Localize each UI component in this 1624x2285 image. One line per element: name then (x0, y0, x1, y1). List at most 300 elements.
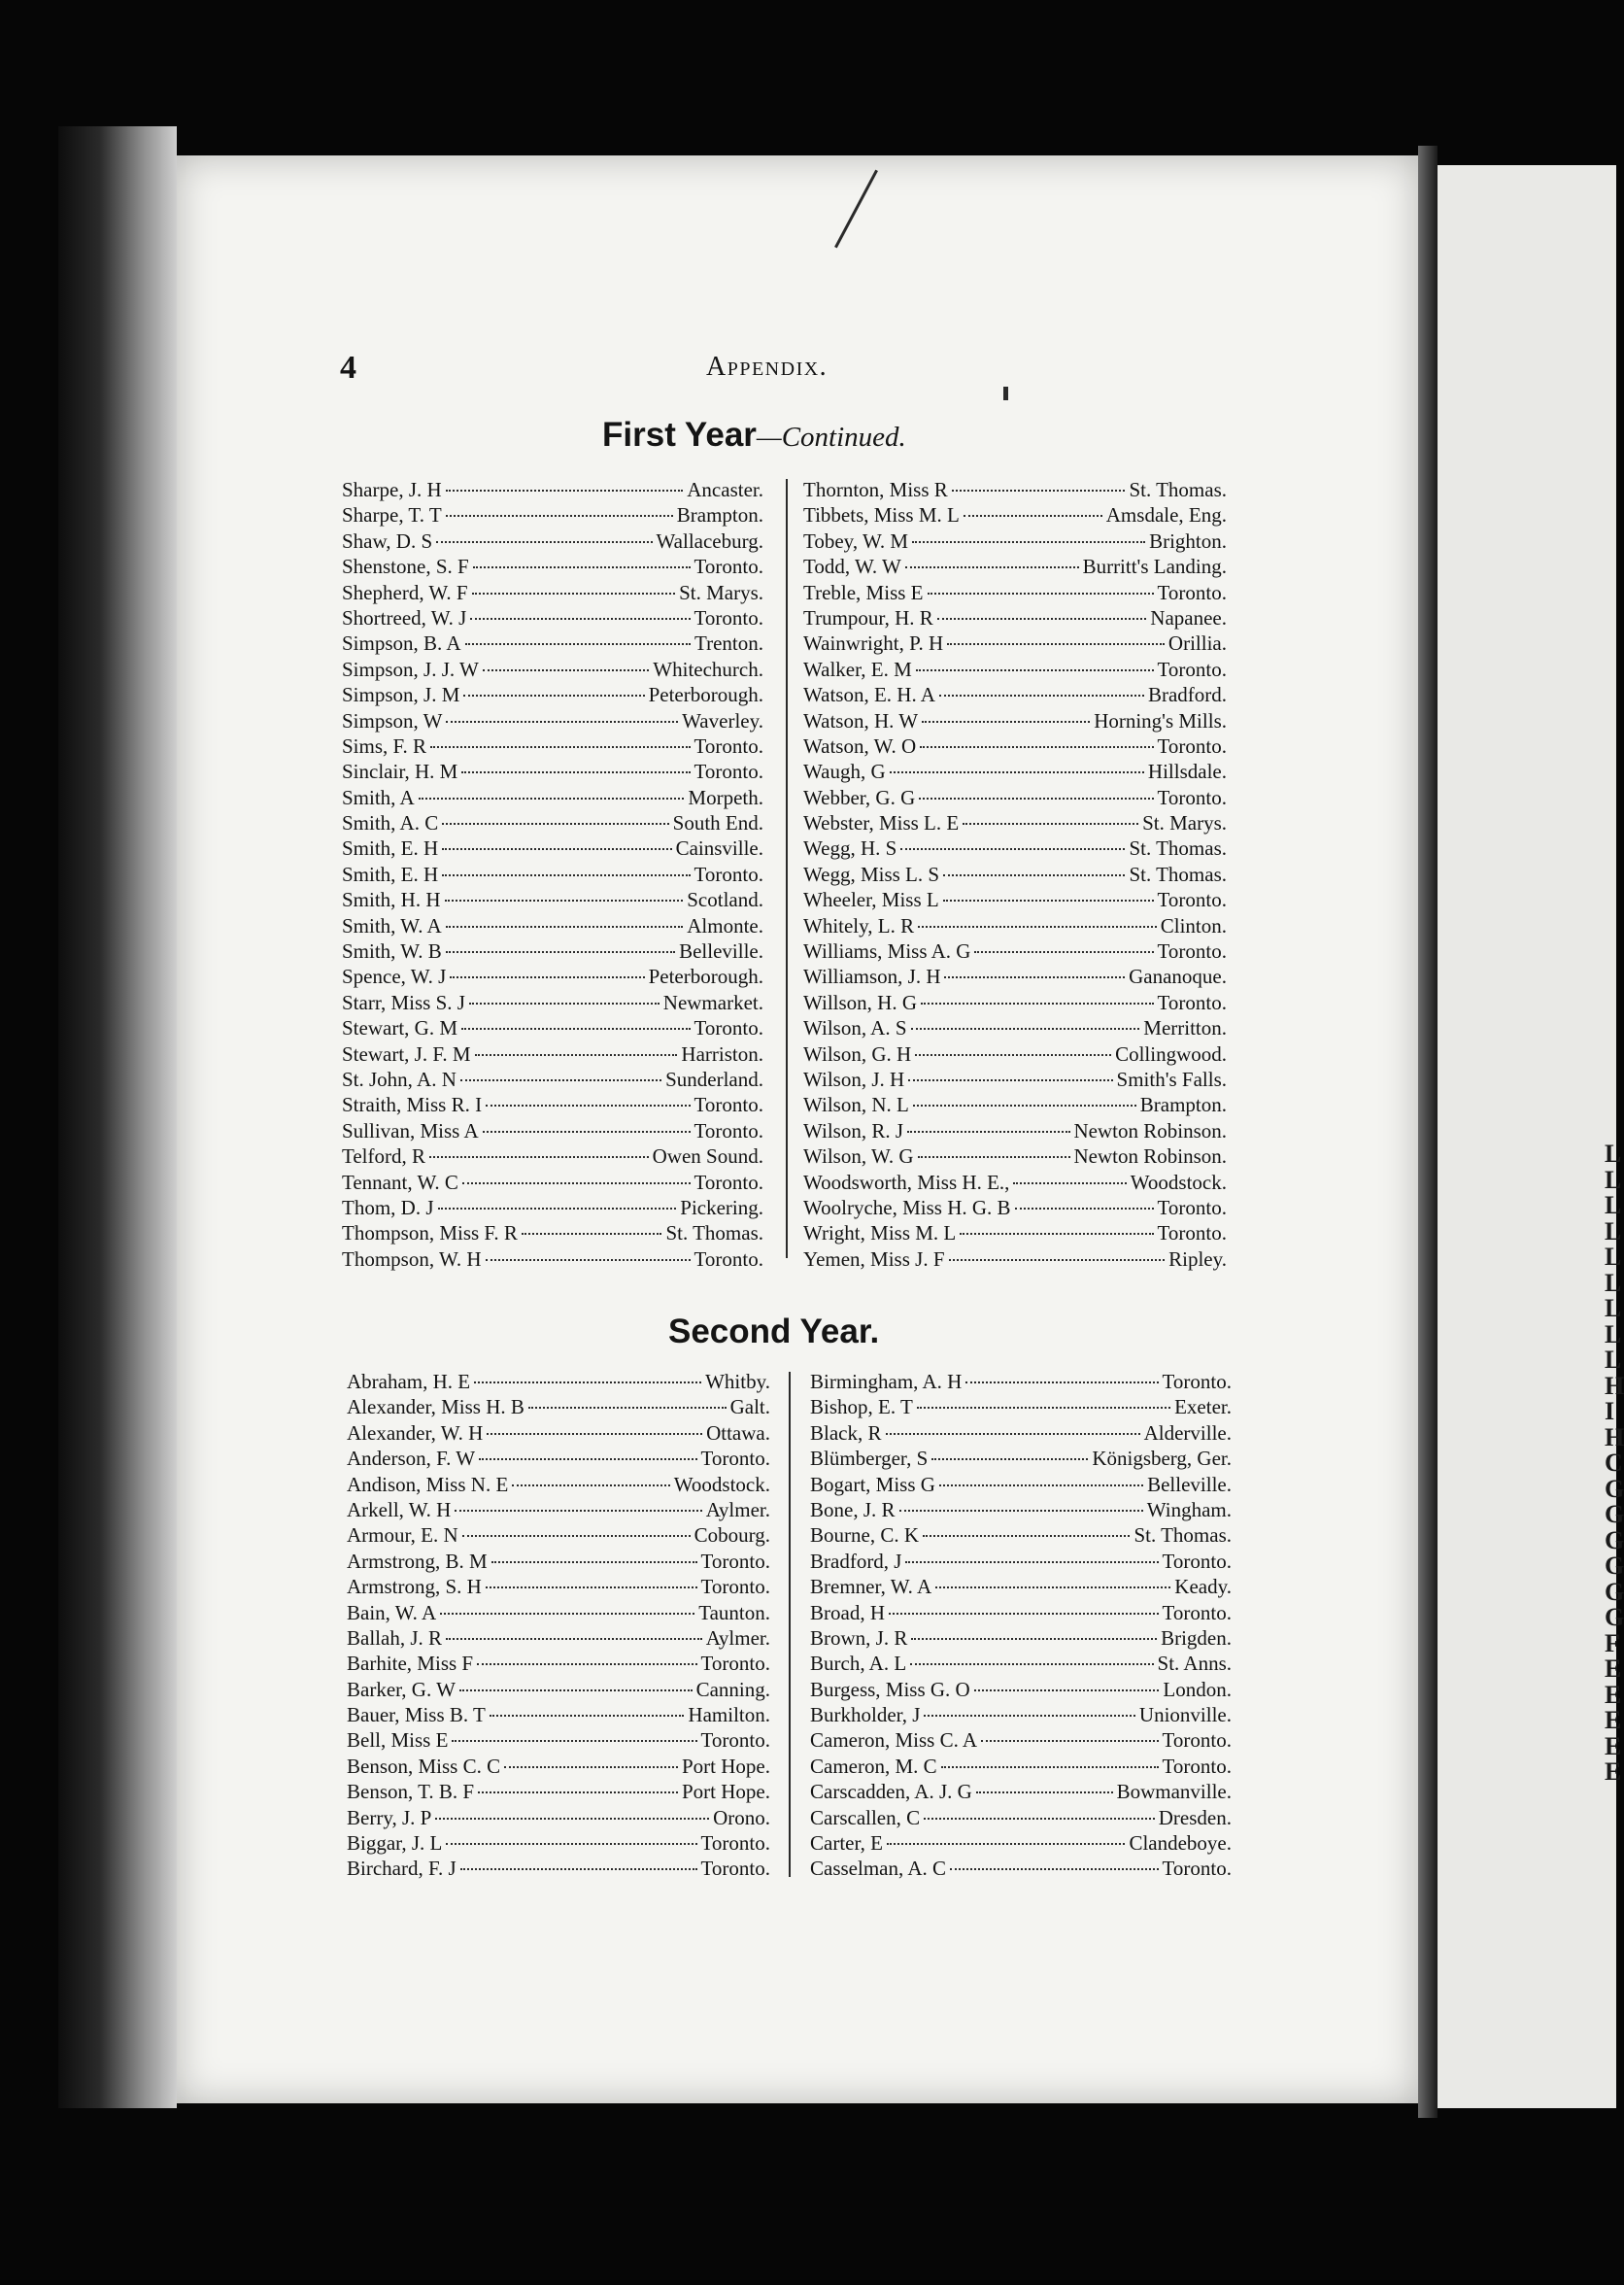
hometown: Belleville. (1147, 1472, 1232, 1496)
student-name: Smith, A. C (342, 811, 439, 836)
dot-leader (462, 1529, 691, 1537)
hometown: Burritt's Landing. (1082, 555, 1227, 579)
hometown: Wingham. (1146, 1497, 1232, 1521)
student-name: Whitely, L. R (803, 913, 915, 938)
page-gutter (1418, 146, 1438, 2118)
student-name: St. John, A. N (342, 1067, 457, 1091)
list-item (347, 1754, 770, 1779)
list-item (342, 810, 763, 836)
student-name: Armour, E. N (347, 1523, 458, 1548)
student-name: Andison, Miss N. E (347, 1472, 509, 1496)
hometown: Collingwood. (1115, 1041, 1227, 1066)
dot-leader (905, 1555, 1158, 1563)
hometown: Toronto. (1157, 785, 1227, 809)
hometown: St. Thomas. (1133, 1523, 1232, 1548)
hometown: Brighton. (1149, 529, 1227, 553)
dot-leader (899, 1504, 1143, 1512)
dot-leader (446, 484, 684, 492)
dot-leader (460, 1862, 697, 1870)
list-item (810, 1522, 1232, 1548)
dot-leader (911, 1632, 1157, 1640)
student-name: Simpson, B. A (342, 631, 461, 656)
hometown: Toronto. (1157, 657, 1227, 681)
list-item (803, 1041, 1227, 1067)
dot-leader (974, 1684, 1160, 1691)
list-item (803, 1170, 1227, 1195)
hometown: Bowmanville. (1116, 1780, 1232, 1804)
hometown: St. Thomas. (1129, 836, 1227, 861)
student-name: Thom, D. J (342, 1195, 434, 1219)
list-item (342, 733, 763, 759)
dot-leader (910, 1657, 1153, 1665)
student-name: Wheeler, Miss L (803, 888, 939, 912)
student-name: Burgess, Miss G. O (810, 1677, 970, 1701)
student-name: Shortreed, W. J (342, 605, 467, 630)
list-item (342, 785, 763, 810)
page-number: 4 (340, 350, 356, 386)
list-item (810, 1420, 1232, 1446)
student-name: Watson, H. W (803, 708, 919, 733)
hometown: Almonte. (687, 913, 763, 938)
dot-leader (900, 842, 1125, 850)
dot-leader (461, 1022, 691, 1030)
hometown: Toronto. (1157, 939, 1227, 964)
student-name: Sullivan, Miss A (342, 1118, 479, 1142)
list-item (810, 1497, 1232, 1522)
student-name: Sinclair, H. M (342, 760, 458, 784)
dot-leader (919, 792, 1153, 800)
dot-leader (504, 1760, 678, 1768)
dot-leader (920, 740, 1153, 748)
dot-leader (479, 1452, 696, 1460)
dot-leader (939, 1479, 1143, 1486)
dot-leader (442, 842, 671, 850)
student-name: Waugh, G (803, 760, 886, 784)
hometown: Exeter. (1174, 1395, 1232, 1419)
student-name: Wilson, G. H (803, 1041, 912, 1066)
student-name: Burch, A. L (810, 1652, 907, 1676)
dot-leader (452, 1734, 696, 1742)
student-name: Telford, R (342, 1144, 426, 1169)
dot-leader (915, 1048, 1111, 1056)
list-item (342, 836, 763, 861)
hometown: Aylmer. (705, 1625, 770, 1650)
student-name: Sharpe, T. T (342, 503, 442, 528)
list-item (803, 938, 1227, 964)
hometown: Pickering. (680, 1195, 763, 1219)
hometown: Toronto. (1157, 990, 1227, 1014)
dot-leader (470, 612, 690, 620)
dot-leader (924, 1812, 1155, 1820)
list-item (342, 605, 763, 631)
student-name: Wright, Miss M. L (803, 1221, 957, 1245)
hometown: Cobourg. (694, 1523, 770, 1548)
list-item (803, 964, 1227, 989)
list-item (342, 477, 763, 502)
column-divider (789, 1372, 791, 1877)
hometown: Wallaceburg. (656, 529, 763, 553)
dot-leader (887, 1837, 1125, 1845)
hometown: Toronto. (700, 1549, 770, 1573)
student-name: Carscallen, C (810, 1805, 921, 1829)
section-title: Second Year. (668, 1313, 880, 1350)
student-name: Treble, Miss E (803, 580, 924, 604)
hometown: Toronto. (1157, 888, 1227, 912)
dot-leader (917, 1401, 1170, 1409)
student-name: Willson, H. G (803, 990, 917, 1014)
student-name: Bain, W. A (347, 1600, 437, 1624)
list-item (342, 1041, 763, 1067)
student-name: Stewart, G. M (342, 1016, 457, 1040)
student-name: Bell, Miss E (347, 1728, 449, 1753)
student-name: Barhite, Miss F (347, 1652, 474, 1676)
hometown: St. Thomas. (1129, 478, 1227, 501)
list-item (803, 477, 1227, 502)
hometown: Horning's Mills. (1094, 708, 1227, 733)
student-name: Tibbets, Miss M. L (803, 503, 960, 528)
dot-leader (928, 587, 1154, 595)
list-item (803, 1118, 1227, 1143)
list-item (342, 1118, 763, 1143)
list-item (810, 1805, 1232, 1830)
dot-leader (450, 971, 644, 978)
dot-leader (976, 1786, 1113, 1793)
dot-leader (918, 1150, 1070, 1158)
hometown: Toronto. (694, 733, 763, 758)
student-name: Straith, Miss R. I (342, 1093, 483, 1117)
hometown: Toronto. (1162, 1549, 1232, 1573)
hometown: Toronto. (700, 1652, 770, 1676)
list-item (342, 682, 763, 707)
list-item (810, 1600, 1232, 1625)
list-item (803, 1015, 1227, 1040)
hometown: Canning. (695, 1677, 770, 1701)
hometown: St. Marys. (679, 580, 763, 604)
hometown: Morpeth. (688, 785, 763, 809)
first-year-right-column (803, 477, 1227, 1272)
hometown: Toronto. (700, 1831, 770, 1856)
list-item (803, 913, 1227, 938)
student-name: Shenstone, S. F (342, 555, 469, 579)
hometown: Unionville. (1138, 1703, 1232, 1727)
hometown: Toronto. (694, 1016, 763, 1040)
hometown: Smith's Falls. (1116, 1067, 1227, 1091)
dot-leader (430, 740, 691, 748)
student-name: Casselman, A. C (810, 1857, 946, 1881)
hometown: Orillia. (1167, 631, 1227, 656)
list-item (347, 1651, 770, 1676)
student-name: Starr, Miss S. J (342, 990, 465, 1014)
list-item (803, 605, 1227, 631)
hometown: St. Thomas. (1129, 862, 1227, 886)
list-item (810, 1625, 1232, 1651)
list-item (342, 1246, 763, 1272)
dot-leader (446, 920, 684, 928)
dot-leader (916, 664, 1154, 671)
dot-leader (459, 1684, 693, 1691)
list-item (803, 785, 1227, 810)
hometown: Whitechurch. (653, 657, 763, 681)
student-name: Abraham, H. E (347, 1370, 471, 1393)
hometown: South End. (672, 811, 763, 836)
student-name: Ballah, J. R (347, 1625, 442, 1650)
list-item (803, 657, 1227, 682)
student-name: Wegg, Miss L. S (803, 862, 940, 886)
dot-leader (490, 1709, 685, 1717)
student-name: Arkell, W. H (347, 1497, 452, 1521)
list-item (347, 1727, 770, 1753)
student-name: Bauer, Miss B. T (347, 1703, 486, 1727)
hometown: Aylmer. (705, 1497, 770, 1521)
list-item (810, 1651, 1232, 1676)
dot-leader (446, 1837, 696, 1845)
list-item (810, 1677, 1232, 1702)
list-item (803, 836, 1227, 861)
dot-leader (908, 1074, 1112, 1081)
dot-leader (442, 817, 668, 825)
student-name: Shaw, D. S (342, 529, 433, 553)
list-item (342, 554, 763, 579)
dot-leader (429, 1150, 649, 1158)
running-title: Appendix. (706, 352, 829, 382)
hometown: St. Marys. (1142, 811, 1227, 836)
student-name: Smith, E. H (342, 836, 439, 861)
list-item (347, 1549, 770, 1574)
list-item (347, 1574, 770, 1599)
student-name: Todd, W. W (803, 555, 901, 579)
list-item (347, 1446, 770, 1471)
hometown: Dresden. (1158, 1805, 1232, 1829)
dot-leader (436, 535, 652, 543)
list-item (803, 862, 1227, 887)
dot-leader (475, 1048, 678, 1056)
dot-leader (446, 715, 678, 723)
student-name: Webber, G. G (803, 785, 916, 809)
student-name: Thompson, Miss F. R (342, 1221, 518, 1245)
list-item (342, 759, 763, 784)
dot-leader (943, 869, 1125, 876)
dot-leader (442, 869, 690, 876)
list-item (810, 1779, 1232, 1804)
list-item (347, 1522, 770, 1548)
student-name: Bogart, Miss G (810, 1472, 935, 1496)
dot-leader (952, 484, 1126, 492)
column-divider (786, 479, 788, 1258)
student-name: Tennant, W. C (342, 1170, 458, 1194)
dot-leader (935, 1581, 1170, 1588)
dot-leader (949, 1253, 1166, 1261)
list-item (810, 1754, 1232, 1779)
student-name: Stewart, J. F. M (342, 1041, 471, 1066)
section-title: First Year (602, 416, 757, 454)
student-name: Bone, J. R (810, 1497, 896, 1521)
dot-leader (486, 1099, 690, 1107)
hometown: Toronto. (1157, 1195, 1227, 1219)
dot-leader (445, 894, 684, 902)
hometown: Clinton. (1160, 913, 1227, 938)
dot-leader (943, 894, 1154, 902)
hometown: Cainsville. (675, 836, 763, 861)
list-item (342, 913, 763, 938)
list-item (810, 1394, 1232, 1419)
hometown: Toronto. (694, 555, 763, 579)
student-name: Simpson, J. J. W (342, 657, 479, 681)
hometown: Woodstock. (673, 1472, 770, 1496)
list-item (810, 1702, 1232, 1727)
dot-leader (528, 1401, 727, 1409)
dot-leader (889, 1607, 1159, 1615)
hometown: St. Anns. (1157, 1652, 1232, 1676)
hometown: Brampton. (1139, 1093, 1227, 1117)
list-item (803, 1195, 1227, 1220)
list-item (803, 733, 1227, 759)
student-name: Woodsworth, Miss H. E., (803, 1170, 1010, 1194)
student-name: Smith, H. H (342, 888, 441, 912)
student-name: Thompson, W. H (342, 1246, 482, 1271)
list-item (342, 1220, 763, 1245)
list-item (342, 631, 763, 656)
dot-leader (890, 766, 1144, 773)
second-year-right-column (810, 1369, 1232, 1882)
hometown: Port Hope. (682, 1754, 770, 1778)
dot-leader (912, 535, 1145, 543)
student-name: Wilson, J. H (803, 1067, 905, 1091)
list-item (347, 1420, 770, 1446)
list-item (347, 1702, 770, 1727)
dot-leader (981, 1734, 1158, 1742)
student-name: Birmingham, A. H (810, 1370, 963, 1393)
list-item (810, 1856, 1232, 1881)
student-name: Wainwright, P. H (803, 631, 944, 656)
list-item (810, 1369, 1232, 1394)
dot-leader (487, 1427, 702, 1435)
student-name: Wegg, H. S (803, 836, 897, 861)
list-item (342, 964, 763, 989)
student-name: Wilson, W. G (803, 1144, 914, 1169)
dot-leader (923, 1529, 1130, 1537)
list-item (803, 1092, 1227, 1117)
student-name: Carter, E (810, 1831, 883, 1856)
student-name: Spence, W. J (342, 965, 447, 989)
hometown: Peterborough. (648, 683, 763, 707)
student-name: Trumpour, H. R (803, 605, 933, 630)
hometown: Toronto. (700, 1447, 770, 1471)
dot-leader (918, 920, 1157, 928)
dot-leader (937, 612, 1147, 620)
dot-leader (463, 689, 644, 697)
list-item (803, 1143, 1227, 1169)
section-heading-second-year (668, 1313, 879, 1351)
list-item (347, 1394, 770, 1419)
hometown: Peterborough. (648, 965, 763, 989)
hometown: Merritton. (1143, 1016, 1227, 1040)
student-name: Yemen, Miss J. F (803, 1246, 945, 1271)
student-name: Wilson, N. L (803, 1093, 909, 1117)
student-name: Sims, F. R (342, 733, 427, 758)
hometown: Taunton. (698, 1600, 770, 1624)
list-item (810, 1446, 1232, 1471)
dot-leader (512, 1479, 670, 1486)
dot-leader (435, 1812, 709, 1820)
student-name: Simpson, J. M (342, 683, 460, 707)
hometown: Toronto. (1162, 1754, 1232, 1778)
dot-leader (477, 1657, 696, 1665)
list-item (810, 1549, 1232, 1574)
hometown: Toronto. (1162, 1857, 1232, 1881)
list-item (347, 1472, 770, 1497)
student-name: Brown, J. R (810, 1625, 908, 1650)
hometown: Königsberg, Ger. (1092, 1447, 1232, 1471)
hometown: Clandeboye. (1129, 1831, 1232, 1856)
student-name: Blümberger, S (810, 1447, 929, 1471)
hometown: Hillsdale. (1147, 760, 1227, 784)
hometown: Toronto. (1162, 1370, 1232, 1393)
dot-leader (965, 1376, 1158, 1383)
list-item (803, 810, 1227, 836)
list-item (342, 1067, 763, 1092)
student-name: Benson, Miss C. C (347, 1754, 501, 1778)
list-item (803, 631, 1227, 656)
student-name: Birchard, F. J (347, 1857, 457, 1881)
student-name: Broad, H (810, 1600, 885, 1624)
list-item (803, 554, 1227, 579)
hometown: Newton Robinson. (1073, 1118, 1227, 1142)
hometown: Toronto. (1157, 1221, 1227, 1245)
list-item (347, 1805, 770, 1830)
dot-leader (440, 1607, 694, 1615)
hometown: Brigden. (1161, 1625, 1232, 1650)
hometown: Amsdale, Eng. (1105, 503, 1227, 528)
hometown: Toronto. (1157, 580, 1227, 604)
second-year-left-column (347, 1369, 770, 1882)
dot-leader (931, 1452, 1088, 1460)
list-item (347, 1856, 770, 1881)
hometown: Toronto. (694, 1170, 763, 1194)
dot-leader (491, 1555, 697, 1563)
list-item (803, 1220, 1227, 1245)
student-name: Armstrong, S. H (347, 1575, 482, 1599)
list-item (347, 1625, 770, 1651)
student-name: Alexander, Miss H. B (347, 1395, 524, 1419)
student-name: Williams, Miss A. G (803, 939, 971, 964)
list-item (803, 580, 1227, 605)
list-item (347, 1830, 770, 1856)
hometown: Brampton. (676, 503, 763, 528)
hometown: Harriston. (681, 1041, 763, 1066)
dot-leader (886, 1427, 1140, 1435)
student-name: Williamson, J. H (803, 965, 941, 989)
hometown: Trenton. (694, 631, 763, 656)
list-item (803, 682, 1227, 707)
student-name: Barker, G. W (347, 1677, 456, 1701)
student-name: Anderson, F. W (347, 1447, 476, 1471)
hometown: Ripley. (1168, 1246, 1227, 1271)
dot-leader (939, 689, 1144, 697)
list-item (342, 1195, 763, 1220)
student-name: Tobey, W. M (803, 529, 909, 553)
student-name: Smith, W. B (342, 939, 442, 964)
student-name: Bradford, J (810, 1549, 902, 1573)
dot-leader (472, 587, 676, 595)
dot-leader (960, 1227, 1153, 1235)
student-name: Berry, J. P (347, 1805, 432, 1829)
hometown: London. (1163, 1677, 1232, 1701)
list-item (342, 862, 763, 887)
student-name: Cameron, M. C (810, 1754, 937, 1778)
hometown: Newmarket. (662, 990, 763, 1014)
book-binding (58, 126, 177, 2108)
list-item (810, 1830, 1232, 1856)
